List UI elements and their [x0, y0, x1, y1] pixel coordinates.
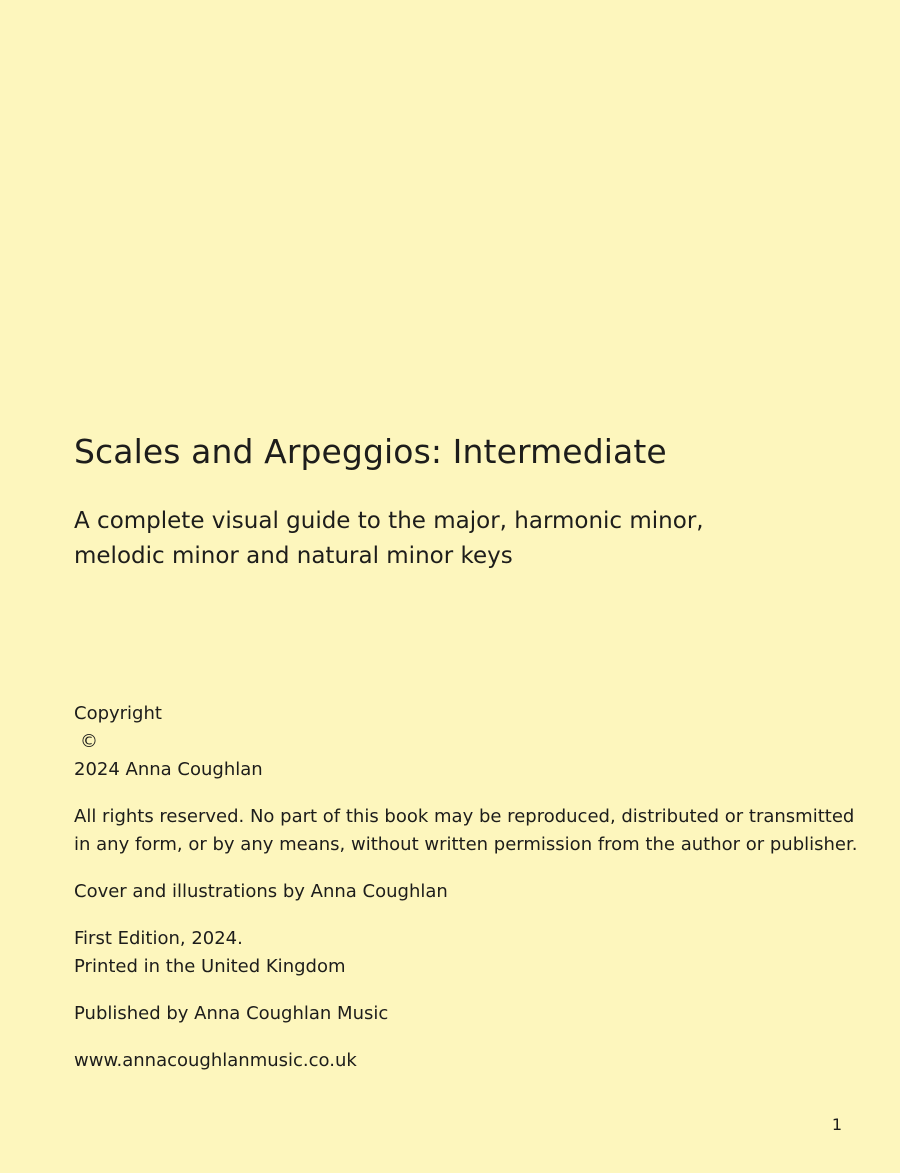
- copyright-label: Copyright: [74, 703, 162, 724]
- rights-line-1: All rights reserved. No part of this book may be reproduced, distributed or transmitted: [74, 806, 855, 827]
- publisher-line: Published by Anna Coughlan Music: [74, 1003, 389, 1024]
- edition-line: First Edition, 2024.: [74, 928, 243, 949]
- website-address: www.annacoughlanmusic.co.uk: [74, 1050, 357, 1071]
- edition-information: [74, 925, 854, 981]
- rights-line-2: in any form, or by any means, without written permission from the author or publisher.: [74, 834, 858, 855]
- copyright-page-details: [74, 700, 858, 1094]
- rights-statement: [74, 803, 858, 859]
- book-title: Scales and Arpeggios: Intermediate: [74, 432, 667, 471]
- illustration-credits: Cover and illustrations by Anna Coughlan: [74, 881, 448, 902]
- page-number: 1: [831, 1115, 842, 1134]
- copyright-text: 2024 Anna Coughlan: [74, 759, 263, 780]
- subtitle-line-2: melodic minor and natural minor keys: [74, 543, 513, 569]
- copyright-line: [74, 700, 854, 784]
- subtitle-line-1: A complete visual guide to the major, harmonic minor,: [74, 508, 704, 534]
- printing-location: Printed in the United Kingdom: [74, 956, 346, 977]
- copyright-symbol-icon: ©: [80, 731, 98, 752]
- book-subtitle: [74, 504, 794, 574]
